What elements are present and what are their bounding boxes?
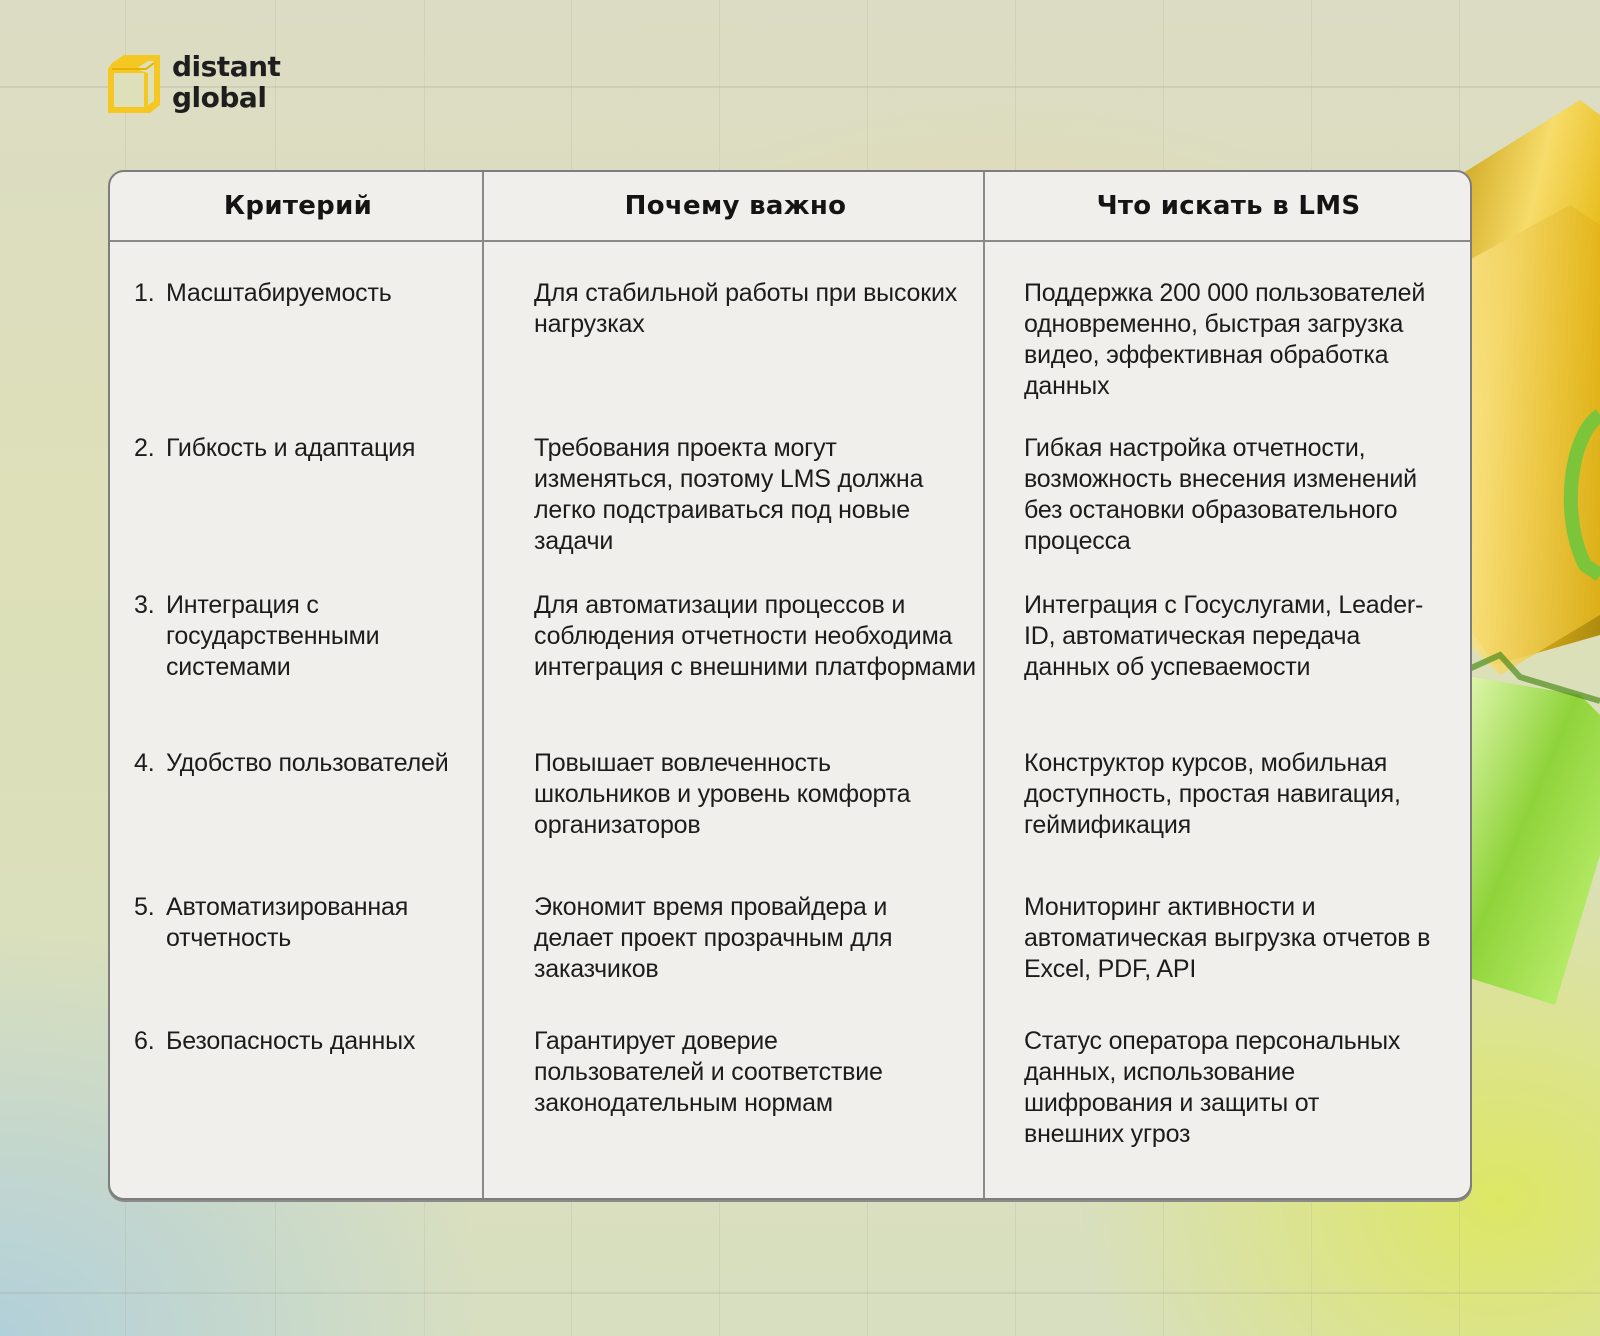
criterion-text: Масштабируемость <box>166 279 392 307</box>
header-what-to-look-for: Что искать в LMS <box>1096 191 1361 221</box>
brand-logo <box>106 50 281 117</box>
row-number: 5. <box>134 893 155 921</box>
decorative-3d-shapes <box>1460 95 1600 1035</box>
table-row-1-criterion <box>134 278 474 309</box>
table-row-3-why: Для автоматизации процессов и соблюдения отчетности необходима интеграция с внешними платформами <box>534 591 976 681</box>
table-row-1-what: Поддержка 200 000 пользователей одновременно, быстрая загрузка видео, эффективная обработка данных <box>1024 279 1426 400</box>
table-row-4-what: Конструктор курсов, мобильная доступность, простая навигация, геймификация <box>1024 749 1401 839</box>
criterion-text: Безопасность данных <box>166 1027 416 1055</box>
row-number: 2. <box>134 434 155 462</box>
table-row-3-criterion <box>134 590 434 683</box>
row-number: 4. <box>134 749 155 777</box>
table-header-row <box>110 172 1470 242</box>
brand-wordmark <box>172 51 280 113</box>
criterion-text: Гибкость и адаптация <box>166 434 416 462</box>
row-number: 1. <box>134 279 155 307</box>
criterion-text: Удобство пользователей <box>166 749 449 777</box>
table-row-6-criterion <box>134 1026 474 1057</box>
criterion-text: Автоматизированная отчетность <box>166 893 409 952</box>
table-row-5-criterion <box>134 892 474 954</box>
lms-criteria-table <box>108 170 1472 1200</box>
row-number: 6. <box>134 1027 155 1055</box>
header-criterion: Критерий <box>223 191 373 221</box>
table-row-4-criterion <box>134 748 479 779</box>
header-why-important: Почему важно <box>624 191 847 221</box>
table-row-4-why: Повышает вовлеченность школьников и уровень комфорта организаторов <box>534 749 911 839</box>
table-row-2-why: Требования проекта могут изменяться, поэтому LMS должна легко подстраиваться под новые задачи <box>534 434 924 555</box>
table-row-2-criterion <box>134 433 474 464</box>
row-number: 3. <box>134 591 155 619</box>
box-logo-icon <box>106 55 162 115</box>
table-row-5-why: Экономит время провайдера и делает проект прозрачным для заказчиков <box>534 893 893 983</box>
criterion-text: Интеграция с государственными системами <box>166 591 380 681</box>
table-row-6-what: Статус оператора персональных данных, использование шифрования и защиты от внешних угроз <box>1024 1027 1401 1148</box>
column-divider <box>482 172 484 1198</box>
table-row-3-what: Интеграция с Госуслугами, Leader-ID, автоматическая передача данных об успеваемости <box>1024 591 1424 681</box>
table-row-1-why: Для стабильной работы при высоких нагрузках <box>534 279 958 338</box>
table-row-2-what: Гибкая настройка отчетности, возможность внесения изменений без остановки образовательного процесса <box>1024 434 1417 555</box>
table-row-5-what: Мониторинг активности и автоматическая выгрузка отчетов в Excel, PDF, API <box>1024 893 1431 983</box>
table-row-6-why: Гарантирует доверие пользователей и соответствие законодательным нормам <box>534 1027 883 1117</box>
brand-line-1: distant <box>172 50 281 83</box>
column-divider <box>983 172 985 1198</box>
brand-line-2: global <box>172 81 267 114</box>
